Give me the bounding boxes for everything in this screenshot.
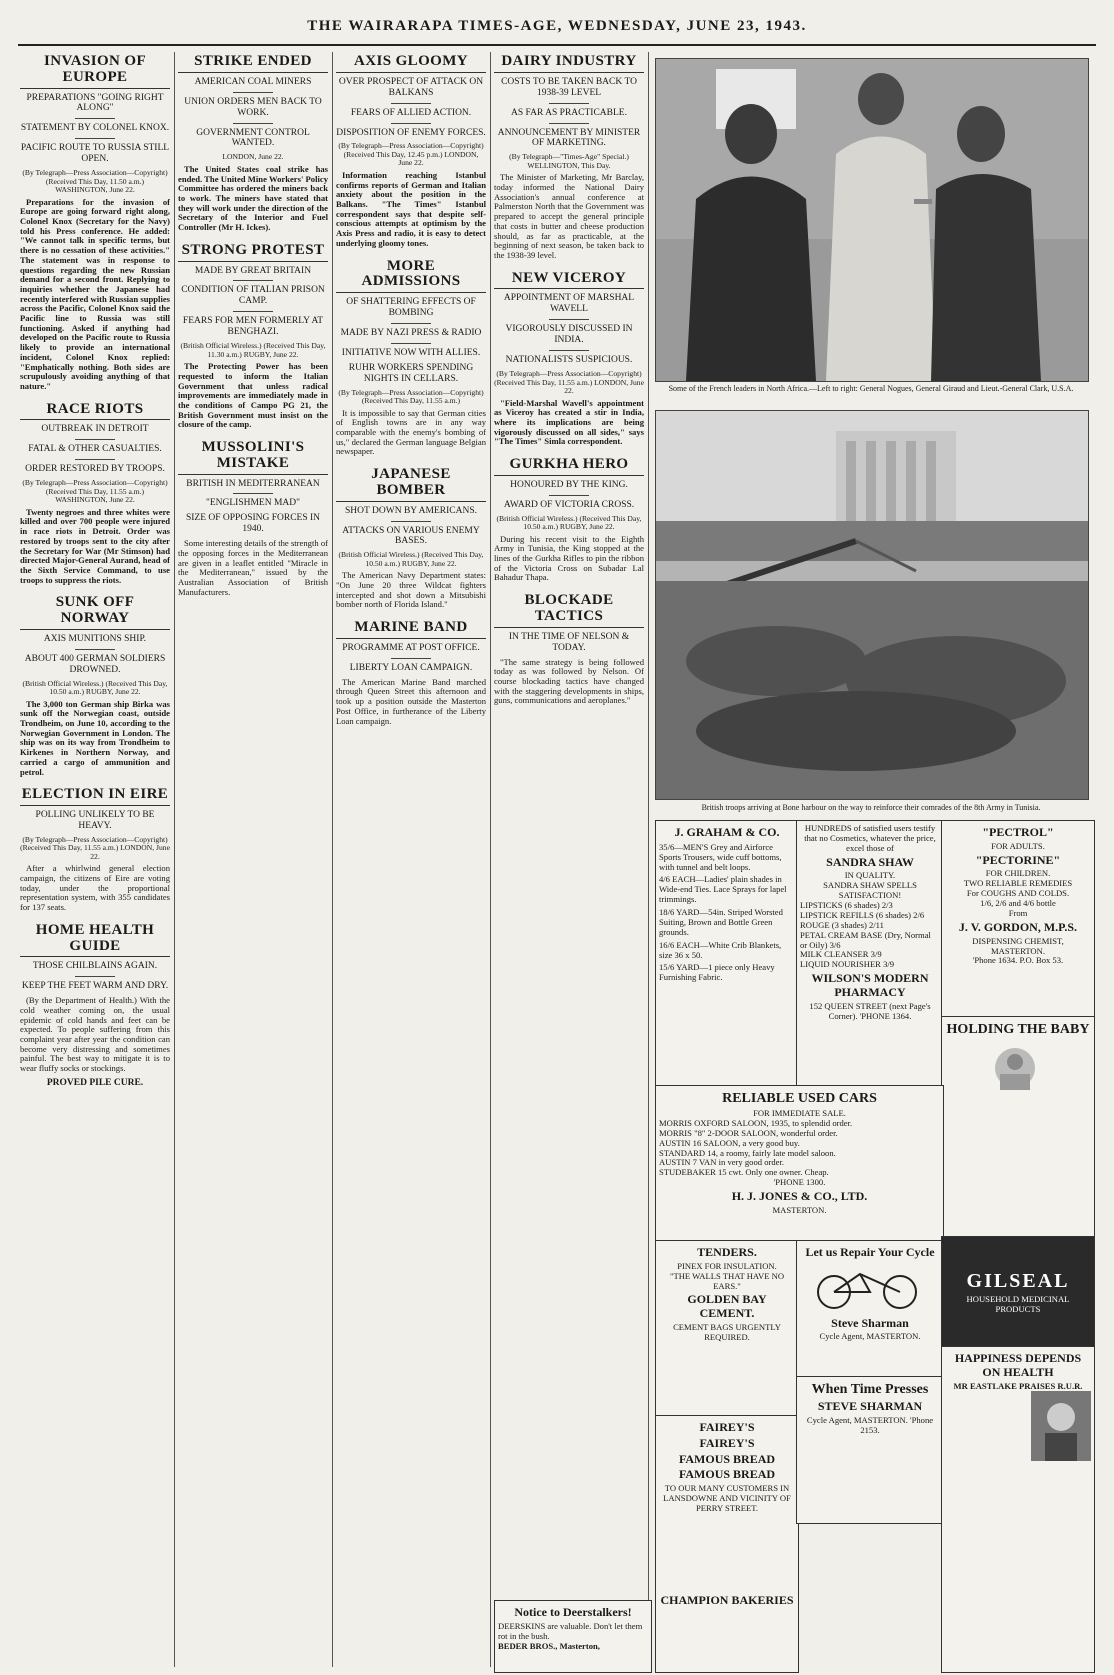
ad-line: STUDEBAKER 15 cwt. Only one owner. Cheap. — [659, 1167, 829, 1178]
subheadline: APPOINTMENT OF MARSHAL WAVELL — [503, 293, 635, 315]
subheadline: CONDITION OF ITALIAN PRISON CAMP. — [181, 285, 325, 307]
ad-title: CHAMPION BAKERIES — [660, 1592, 794, 1607]
ad-line: 4/6 EACH—Ladies' plain shades in Wide-end Ties. Lace Sprays for lapel trimmings. — [659, 874, 787, 905]
ad-line: 'PHONE 1300. — [773, 1177, 826, 1188]
ad-title: "PECTORINE" — [975, 852, 1061, 867]
ad-line: DEERSKINS are valuable. Don't let them rot in the bush. — [498, 1620, 643, 1641]
subheadline: AXIS MUNITIONS SHIP. — [43, 633, 147, 644]
ad-line: SANDRA SHAW SPELLS SATISFACTION! — [823, 880, 917, 901]
ad-line: HUNDREDS of satisfied users testify that no Cosmetics, whatever the price, excel those of — [804, 823, 936, 853]
ad-line: "THE WALLS THAT HAVE NO EARS." — [669, 1270, 785, 1291]
ad-title: SANDRA SHAW — [826, 854, 914, 869]
column-divider — [332, 52, 333, 1667]
subheadline: OUTBREAK IN DETROIT — [41, 424, 149, 435]
subheadline: ANNOUNCEMENT BY MINISTER OF MARKETING. — [497, 127, 641, 149]
ad-title: HAPPINESS DEPENDS ON HEALTH — [954, 1351, 1082, 1379]
subheadline: LIBERTY LOAN CAMPAIGN. — [349, 662, 473, 673]
ad-title: "PECTROL" — [982, 825, 1054, 839]
subheadline: PREPARATIONS "GOING RIGHT ALONG" — [26, 92, 164, 114]
photo-illustration — [656, 59, 1088, 381]
headline: MUSSOLINI'S MISTAKE — [178, 440, 328, 475]
ad-line: STANDARD 14, a roomy, fairly late model saloon. — [659, 1147, 836, 1158]
headline: DAIRY INDUSTRY — [494, 54, 644, 73]
subheadline: OVER PROSPECT OF ATTACK ON BALKANS — [338, 76, 484, 98]
article-body: Preparations for the invasion of Europe are going forward right along, Colonel Knox (Secretary for the Navy) told his Press conference. He added: "We cannot talk in specific terms, but there is no cessation of these activities." The statement was in response to questions regarding the new Russian demand for a second front. Replying to inquiries whether the Japanese had recently interfered with Russian supplies across the Pacific, Colonel Knox said the Pacific line to Russia was still functioning. Asked if anything had developed on the Pacific route to Russia likely to provide an international incident, Colonel Knox replied: "Emphatically nothing. Both sides are scrupulously avoiding anything of that nature." — [20, 196, 170, 391]
ad-title: FAIREY'S — [699, 1420, 755, 1434]
subheadline: SIZE OF OPPOSING FORCES IN 1940. — [185, 513, 321, 535]
ad-title: WILSON'S MODERN PHARMACY — [811, 971, 929, 999]
headline: MORE ADMISSIONS — [336, 259, 486, 294]
photo-illustration — [656, 411, 1088, 799]
ad-sandra-shaw — [796, 820, 944, 1088]
headline: STRONG PROTEST — [178, 243, 328, 262]
subheadline: POLLING UNLIKELY TO BE HEAVY. — [35, 809, 155, 831]
headline: BLOCKADE TACTICS — [494, 593, 644, 628]
column-2 — [178, 52, 328, 1662]
ad-line: MORRIS OXFORD SALOON, 1935, to splendid order. — [659, 1117, 853, 1128]
subheadline: AS FAR AS PRACTICABLE. — [511, 107, 627, 118]
masthead-rule — [18, 44, 1096, 46]
ad-line: MORRIS "8" 2-DOOR SALOON, wonderful order. — [659, 1127, 838, 1138]
ad-line: TWO RELIABLE REMEDIES — [963, 878, 1073, 889]
subheadline: STATEMENT BY COLONEL KNOX. — [20, 123, 170, 134]
bicycle-icon — [800, 1262, 934, 1312]
ad-faireys — [655, 1415, 799, 1673]
ad-line: LIPSTICK REFILLS (6 shades) 2/6 — [800, 909, 925, 920]
ad-line: Cycle Agent, MASTERTON. 'Phone 2153. — [806, 1414, 934, 1435]
article-body: The 3,000 ton German ship Birka was sunk off the Norwegian coast, outside Trondheim, on June 10, according to the Norwegian Government in London. The ship was on its way from Trondheim to Kirkenes in Northern Norway, and carried a cargo of ammunition and petrol. — [20, 698, 170, 777]
ad-title: STEVE SHARMAN — [817, 1399, 923, 1414]
subheadline: THOSE CHILBLAINS AGAIN. — [32, 961, 158, 972]
headline: SUNK OFF NORWAY — [20, 595, 170, 630]
ad-title: GILSEAL — [966, 1270, 1070, 1292]
ad-line: From — [1008, 907, 1028, 918]
headline: ELECTION IN EIRE — [20, 787, 170, 806]
ad-cycle-repair — [796, 1240, 944, 1378]
article-body: After a whirlwind general election campaign, the citizens of Eire are voting today, under the proportional representation system, with 355 candidates for 137 seats. — [20, 863, 170, 913]
subheadline: HONOURED BY THE KING. — [510, 479, 628, 490]
headline: STRIKE ENDED — [178, 54, 328, 73]
subheadline: KEEP THE FEET WARM AND DRY. — [21, 981, 169, 992]
article-body: The Minister of Marketing, Mr Barclay, today informed the National Dairy Association's annual conference at Palmerston North that the Government was prepared to accept the general principle that costs in butter and cheese production should, as far as practicable, at the beginning of next season, be taken back to the 1938-39 level. — [494, 172, 644, 260]
headline: NEW VICEROY — [494, 271, 644, 290]
subheadline: MADE BY NAZI PRESS & RADIO — [340, 327, 482, 338]
ad-title: Notice to Deerstalkers! — [514, 1605, 632, 1619]
ad-title: Steve Sharman — [831, 1315, 909, 1330]
dateline: (By Telegraph—Press Association—Copyright) (Received This Day, 12.45 p.m.) LONDON, June 22. — [338, 141, 484, 168]
dateline: (By Telegraph—Press Association—Copyright) (Received This Day, 11.55 a.m.) — [338, 387, 484, 406]
ad-line: TO OUR MANY CUSTOMERS IN LANSDOWNE AND VICINITY OF PERRY STREET. — [663, 1483, 791, 1513]
headline: INVASION OF EUROPE — [20, 54, 170, 89]
photo-french-leaders — [655, 58, 1089, 382]
ad-line: MILK CLEANSER 3/9 — [800, 949, 882, 960]
dateline: (British Official Wireless.) (Received This Day, 11.30 a.m.) RUGBY, June 22. — [180, 341, 326, 359]
ad-line: 'Phone 1634. P.O. Box 53. — [972, 955, 1064, 966]
ad-title: TENDERS. — [697, 1245, 757, 1259]
ad-line: 15/6 YARD—1 piece only Heavy Furnishing Fabric. — [659, 962, 775, 983]
ad-gilseal — [941, 1236, 1095, 1348]
column-divider — [490, 52, 491, 1667]
headline: JAPANESE BOMBER — [336, 467, 486, 502]
article-body: Information reaching Istanbul confirms reports of German and Italian anxiety about the position in the Balkans. "The Times" Istanbul correspondent says that despite self-conscious attempts at optimism by the Axis Press and radio, it is easy to detect underlying gloomy tones. — [336, 169, 486, 248]
ad-line: BEDER BROS., Masterton, — [498, 1640, 600, 1651]
dateline: (By Telegraph—Press Association—Copyright) (Received This Day, 11.55 a.m.) WASHINGTON, June 22. — [22, 478, 168, 505]
ad-line: HOUSEHOLD MEDICINAL PRODUCTS — [966, 1294, 1070, 1314]
ad-line: LIPSTICKS (6 shades) 2/3 — [800, 900, 893, 911]
ad-title: HOLDING THE BABY — [946, 1022, 1090, 1037]
ad-line: 18/6 YARD—54in. Striped Worsted Suiting, Brown and Bottle Green grounds. — [659, 907, 783, 937]
photo-caption: British troops arriving at Bone harbour on the way to reinforce their comrades of the 8th Army in Tunisia. — [701, 803, 1041, 812]
ad-line: LIQUID NOURISHER 3/9 — [800, 959, 895, 970]
headline: AXIS GLOOMY — [336, 54, 486, 73]
ad-line: 16/6 EACH—White Crib Blankets, size 36 x 50. — [659, 939, 782, 960]
column-1 — [20, 52, 170, 1662]
ad-line: 35/6—MEN'S Grey and Airforce Sports Trousers, wide cuff bottoms, with tunnel and belt loops. — [659, 841, 782, 872]
ad-pectrol — [941, 820, 1095, 1018]
article-body: The American Marine Band marched through Queen Street this afternoon and took up a position outside the Masterton Post Office, in furtherance of the Liberty Loan campaign. — [336, 676, 486, 726]
subheadline: PROGRAMME AT POST OFFICE. — [342, 642, 480, 653]
portrait-illustration — [1031, 1391, 1091, 1461]
article-body: It is impossible to say that German cities of English towns are in any way comparable with the enemy's bombing of us," declared the German language Belgian newspaper. — [336, 407, 486, 457]
ad-title: FAMOUS BREAD — [678, 1467, 776, 1482]
ad-graham — [655, 820, 799, 1088]
ad-tenders — [655, 1240, 799, 1418]
article-body: Some interesting details of the strength of the opposing forces in the Mediterranean are given in a leaflet entitled "Miracle in the Mediterranean," issued by the Australian Association of British Manufacturers. — [178, 538, 328, 597]
ad-when-time-presses — [796, 1376, 944, 1524]
ad-title: J. V. GORDON, M.P.S. — [958, 919, 1078, 934]
column-3 — [336, 52, 486, 1662]
dateline: (British Official Wireless.) (Received This Day, 10.50 a.m.) RUGBY, June 22. — [338, 550, 484, 568]
headline: MARINE BAND — [336, 620, 486, 639]
ad-line: ROUGE (3 shades) 2/11 — [800, 919, 884, 930]
ad-line: MR EASTLAKE PRAISES R.U.R. — [953, 1380, 1083, 1391]
ad-line: 152 QUEEN STREET (next Page's Corner). 'PHONE 1364. — [809, 1000, 931, 1021]
ad-line: FOR ADULTS. — [991, 840, 1045, 851]
subheadline: "ENGLISHMEN MAD" — [205, 498, 301, 509]
article-body: During his recent visit to the Eighth Army in Tunisia, the King stopped at the lines of the Gurkha Rifles to pin the ribbon of the Victoria Cross on Subadar Lal Bahadur Thapa. — [494, 533, 644, 583]
ad-title: H. J. JONES & CO., LTD. — [731, 1189, 868, 1204]
subheadline: AWARD OF VICTORIA CROSS. — [503, 499, 635, 510]
article-body: The Protecting Power has been requested to inform the Italian Government that unless radical improvements are immediately made in the conditions of Campo PG 21, the British Government must insist on the closure of the camp. — [178, 361, 328, 430]
ad-title: When Time Presses — [811, 1382, 929, 1397]
ad-title: FAMOUS BREAD — [678, 1451, 776, 1466]
ad-happiness — [941, 1346, 1095, 1673]
dateline: LONDON, June 22. — [222, 152, 284, 162]
ad-line: DISPENSING CHEMIST, MASTERTON. — [972, 935, 1064, 956]
ad-line: FOR IMMEDIATE SALE. — [753, 1108, 846, 1119]
ad-title: RELIABLE USED CARS — [722, 1091, 877, 1106]
ad-line: PINEX FOR INSULATION. — [677, 1260, 777, 1271]
ad-line: Cycle Agent, MASTERTON. — [819, 1331, 921, 1342]
ad-title: Let us Repair Your Cycle — [805, 1245, 935, 1259]
ad-title: GOLDEN BAY CEMENT. — [687, 1292, 767, 1321]
subheadline: MADE BY GREAT BRITAIN — [194, 265, 312, 276]
dateline: (By Telegraph—Press Association—Copyright) (Received This Day, 11.55 a.m.) LONDON, June 22. — [20, 834, 170, 861]
ad-title: J. GRAHAM & CO. — [674, 825, 780, 839]
subheadline: FEARS OF ALLIED ACTION. — [350, 107, 472, 118]
ad-line: FOR CHILDREN. — [985, 868, 1051, 879]
ad-line: AUSTIN 7 VAN in very good order. — [659, 1157, 784, 1168]
subheadline: FATAL & OTHER CASUALTIES. — [28, 444, 162, 455]
dateline: (By Telegraph—"Times-Age" Special.) WELLINGTON, This Day. — [509, 152, 629, 170]
subheadline: UNION ORDERS MEN BACK TO WORK. — [184, 96, 322, 118]
headline: HOME HEALTH GUIDE — [20, 923, 170, 958]
subheadline: ABOUT 400 GERMAN SOLDIERS DROWNED. — [24, 653, 166, 675]
ad-line: MASTERTON. — [772, 1204, 827, 1215]
ad-line: For COUGHS AND COLDS. — [966, 888, 1070, 899]
subheadline: PACIFIC ROUTE TO RUSSIA STILL OPEN. — [20, 143, 170, 165]
photo-british-troops — [655, 410, 1089, 800]
baby-illustration — [945, 1040, 1085, 1100]
article-body: The United States coal strike has ended. The United Mine Workers' Policy Committee has ordered the miners back to work. The miners have stated that they will work under the direction of the Secretary of the Interior and Fuel Controller (Mr H. Ickes). — [178, 163, 328, 233]
dateline: (By Telegraph—Press Association—Copyright) (Received This Day, 11.50 a.m.) WASHINGTON, June 22. — [22, 168, 168, 195]
article-body: Twenty negroes and three whites were killed and over 700 people were injured in race riots in Detroit. Order was restored by troops sent to the city after the Secretary for War (Mr Stimson) had directed Major-General Aurand, head of the Sixth Service Command, to use troops to suppress the riots. — [20, 506, 170, 585]
subheadline: IN THE TIME OF NELSON & TODAY. — [508, 631, 630, 653]
subheadline: DISPOSITION OF ENEMY FORCES. — [336, 127, 486, 138]
ad-line: PETAL CREAM BASE (Dry, Normal or Oily) 3/6 — [800, 929, 931, 950]
dateline: (British Official Wireless.) (Received This Day, 10.50 a.m.) RUGBY, June 22. — [22, 678, 168, 697]
column-divider — [648, 52, 649, 1667]
ad-line: CEMENT BAGS URGENTLY REQUIRED. — [673, 1322, 781, 1342]
ad-line: 1/6, 2/6 and 4/6 bottle — [980, 898, 1056, 909]
subheadline: INITIATIVE NOW WITH ALLIES. — [341, 347, 481, 358]
photo-caption: Some of the French leaders in North Africa.—Left to right: General Nogues, General Giraud and Lieut.-General Clark, U.S.A. — [668, 384, 1074, 393]
dateline: (By Telegraph—Press Association—Copyright) (Received This Day, 11.55 a.m.) LONDON, June 22. — [494, 369, 644, 396]
subheadline: ORDER RESTORED BY TROOPS. — [25, 464, 165, 475]
article-body: "Field-Marshal Wavell's appointment as Viceroy has created a stir in India, where its implications are being vigorously discussed on all sides," says "The Times" Simla correspondent. — [494, 397, 644, 447]
subheadline: BRITISH IN MEDITERRANEAN — [186, 478, 320, 489]
subheadline: GOVERNMENT CONTROL WANTED. — [196, 127, 310, 149]
subheadline: OF SHATTERING EFFECTS OF BOMBING — [346, 297, 476, 318]
subheadline: AMERICAN COAL MINERS — [194, 76, 312, 87]
ad-line: AUSTIN 16 SALOON, a very good buy. — [659, 1137, 800, 1148]
ad-holding-baby — [941, 1016, 1095, 1239]
masthead: THE WAIRARAPA TIMES-AGE, WEDNESDAY, JUNE 23, 1943. — [307, 18, 807, 34]
subheadline: COSTS TO BE TAKEN BACK TO 1938-39 LEVEL — [501, 76, 637, 98]
ad-line: IN QUALITY. — [844, 870, 896, 881]
ad-used-cars — [655, 1085, 944, 1243]
headline: GURKHA HERO — [494, 457, 644, 476]
column-divider — [174, 52, 175, 1667]
article-body: The American Navy Department states: "On June 20 three Wildcat fighters intercepted and shot down a Mitsubishi bomber north of Florida Island." — [336, 570, 486, 610]
subheadline: FEARS FOR MEN FORMERLY AT BENGHAZI. — [182, 316, 324, 338]
subheadline: SHOT DOWN BY AMERICANS. — [345, 505, 477, 516]
subheadline: RUHR WORKERS SPENDING NIGHTS IN CELLARS. — [348, 362, 474, 384]
headline: RACE RIOTS — [20, 402, 170, 421]
subheadline: NATIONALISTS SUSPICIOUS. — [505, 355, 633, 366]
dateline: (British Official Wireless.) (Received This Day, 10.50 a.m.) RUGBY, June 22. — [496, 513, 642, 532]
subheadline: VIGOROUSLY DISCUSSED IN INDIA. — [505, 324, 633, 346]
ad-title: FAIREY'S — [699, 1435, 755, 1450]
ad-deerstalkers — [494, 1600, 652, 1673]
article-body: (By the Department of Health.) With the cold weather coming on, the usual epidemic of cold hands and feet can be expected. To people suffering from this complaint year after year the condition can become very distressing and sometimes painful. The best way to mitigate it is to wear fluffy socks or stockings. — [20, 995, 170, 1074]
subheadline: ATTACKS ON VARIOUS ENEMY BASES. — [342, 525, 480, 547]
article-body: "The same strategy is being followed today as was followed by Nelson. Of course blockading tactics have changed with the staggering developments in ships, guns, communications and aeroplanes." — [494, 656, 644, 706]
subheadline: PROVED PILE CURE. — [46, 1077, 144, 1088]
column-4 — [494, 52, 644, 1662]
